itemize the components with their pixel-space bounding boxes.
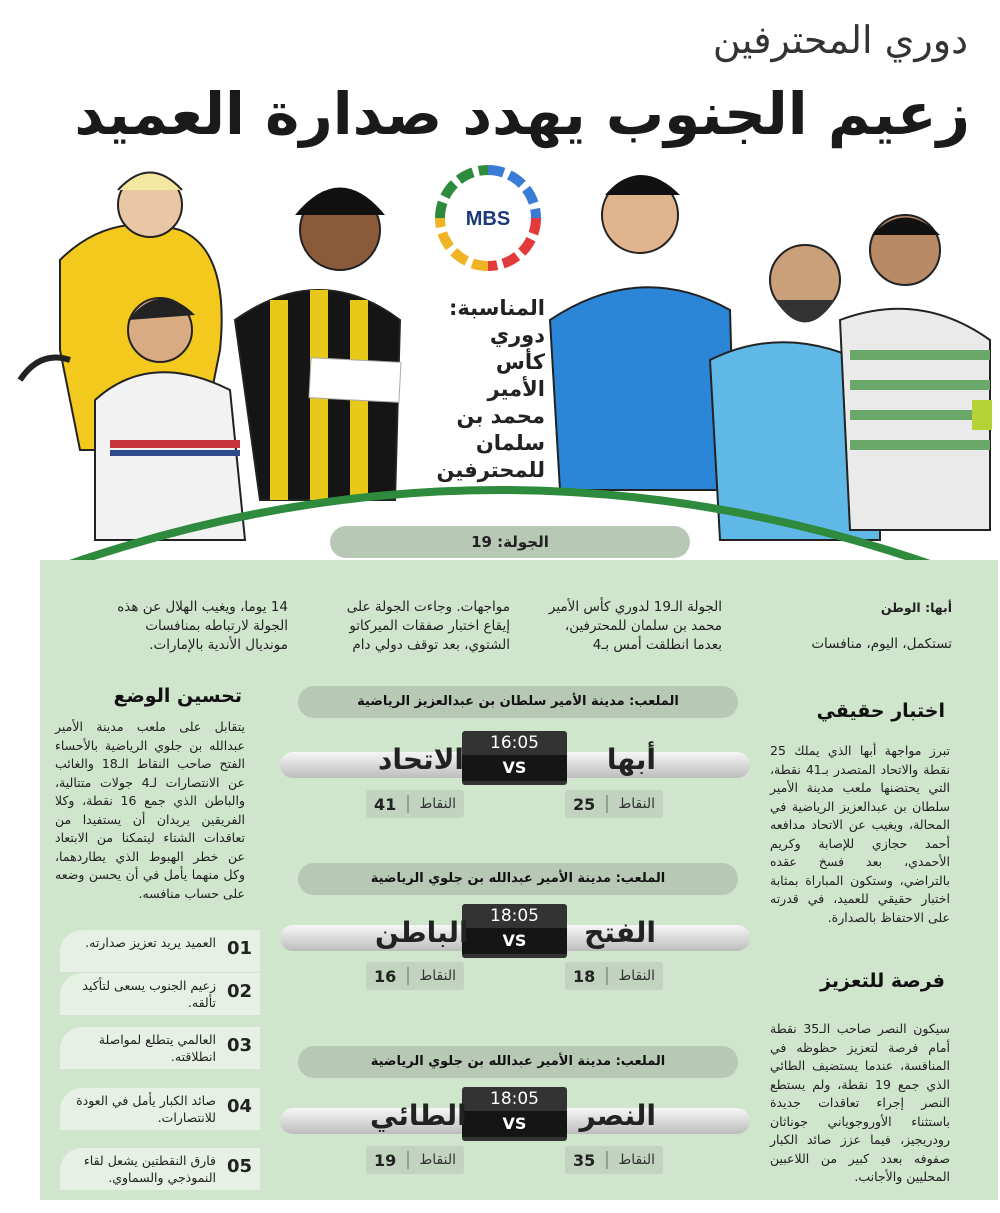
note-number: 05 bbox=[226, 1156, 252, 1177]
player-figure-blue-shirt bbox=[550, 175, 735, 490]
note-text: فارق النقطتين يشعل لقاء النموذجي والسماوي. bbox=[83, 1153, 216, 1185]
note-number: 03 bbox=[226, 1035, 252, 1056]
lead-col-1 bbox=[792, 598, 952, 654]
note-text: العميد يريد تعزيز صدارته. bbox=[85, 935, 216, 950]
mbs-logo-text: MBS bbox=[465, 208, 511, 230]
note-text: العالمي يتطلع لمواصلة انطلاقته. bbox=[98, 1032, 216, 1064]
note-text: زعيم الجنوب يسعى لتأكيد تألقه. bbox=[82, 978, 216, 1010]
points-value: 41 bbox=[374, 794, 397, 814]
round-label: الجولة: 19 bbox=[330, 526, 690, 558]
mbs-logo bbox=[432, 162, 544, 274]
points-label: النقاط bbox=[618, 796, 655, 812]
note-item bbox=[60, 973, 260, 1015]
match-3-away-team: الطائي bbox=[370, 1099, 467, 1132]
right-paragraph-1: تبرز مواجهة أبها الذي يملك 25 نقطة والاتحاد المتصدر بـ41 نقطة، التي يحتضنها ملعب مدينة الأمير سلطان بن عبدالعزيز الرياضية في المحالة، ويغيب عن الاتحاد مدافعه أحمد حجازي للإصابة وكريم الأحمدي، بعد فسخ عقده بالتراضي، وستكون المباراة بمثابة اختبار حقيقي للعميد، في قدرته على الاحتفاظ بالصدارة. bbox=[770, 743, 950, 925]
match-1-timebox bbox=[462, 731, 567, 785]
match-3-vs: VS bbox=[462, 1111, 567, 1137]
match-3-home-points bbox=[565, 1146, 663, 1174]
match-1-time: 16:05 bbox=[490, 733, 539, 753]
lead-col-3: مواجهات. وجاءت الجولة على إيقاع اختبار صفقات الميركاتو الشتوي، بعد توقف دولي دام bbox=[346, 599, 510, 653]
match-3-away-points bbox=[366, 1146, 464, 1174]
lead-text-1: تستكمل، اليوم، منافسات bbox=[811, 636, 952, 652]
points-label: النقاط bbox=[419, 968, 456, 984]
match-1-home-team: أبها bbox=[606, 743, 656, 776]
match-3-timebox bbox=[462, 1087, 567, 1141]
match-2-home-points bbox=[565, 962, 663, 990]
match-2-home-team: الفتح bbox=[584, 916, 656, 949]
note-item bbox=[60, 1027, 260, 1069]
note-number: 01 bbox=[226, 938, 252, 959]
match-2-away-points bbox=[366, 962, 464, 990]
note-number: 04 bbox=[226, 1096, 252, 1117]
note-item bbox=[60, 1088, 260, 1130]
note-text: صائد الكبار يأمل في العودة للانتصارات. bbox=[76, 1093, 216, 1125]
lead-col-4: 14 يوما، ويغيب الهلال عن هذه الجولة لارتباطه بمنافسات مونديال الأندية بالإمارات. bbox=[117, 599, 288, 653]
player-figure-hoops-shirt bbox=[840, 215, 992, 530]
points-label: النقاط bbox=[618, 1152, 655, 1168]
points-label: النقاط bbox=[618, 968, 655, 984]
points-value: 25 bbox=[573, 794, 596, 814]
points-value: 16 bbox=[374, 966, 397, 986]
match-2-timebox bbox=[462, 904, 567, 958]
lead-col-2: الجولة الـ19 لدوري كأس الأمير محمد بن سلمان للمحترفين، بعدما انطلقت أمس بـ4 bbox=[548, 599, 722, 653]
points-value: 35 bbox=[573, 1150, 596, 1170]
match-3-home-team: النصر bbox=[579, 1099, 656, 1132]
right-paragraph-2: سيكون النصر صاحب الـ35 نقطة أمام فرصة لتعزيز حظوظه في المنافسة، عندما يستضيف الطائي الذي جمع 19 نقطة، ولم يستطع النصر إجراء تعاقدات جديدة باستثناء الأوروجوياني جوناثان رودريجيز، فيما عزز صائد الكبار صفوفه بعدد كبير من اللاعبين المحليين والأجانب. bbox=[770, 1021, 951, 1184]
match-1-away-points bbox=[366, 790, 464, 818]
left-paragraph-1: يتقابل على ملعب مدينة الأمير عبدالله بن جلوي الرياضية بالأحساء الفتح صاحب النقاط الـ18 والغائب عن الانتصارات لـ4 جولات متتالية، والباطن الذي جمع 16 نقطة، وكلا الفريقين يريدان أن يستفيدا من تعاقدات الشتاء ليتمكنا من الابتعاد عن خطر الهبوط الذي يطاردهما، وكل منهما يأمل في أن يحسن وضعه على حساب منافسه. bbox=[55, 719, 246, 901]
section-kicker: دوري المحترفين bbox=[712, 18, 968, 62]
match-1-vs: VS bbox=[462, 755, 567, 781]
right-heading-1: اختبار حقيقي bbox=[816, 700, 945, 722]
note-item bbox=[60, 930, 260, 972]
match-1-home-points bbox=[565, 790, 663, 818]
points-value: 19 bbox=[374, 1150, 397, 1170]
points-label: النقاط bbox=[419, 1152, 456, 1168]
left-heading-1: تحسين الوضع bbox=[113, 685, 242, 707]
match-3-time: 18:05 bbox=[490, 1089, 539, 1109]
player-figure-striped-shirt bbox=[235, 188, 401, 501]
match-2-venue: الملعب: مدينة الأمير عبدالله بن جلوي الرياضية bbox=[298, 863, 738, 895]
match-3-venue: الملعب: مدينة الأمير عبدالله بن جلوي الرياضية bbox=[298, 1046, 738, 1078]
points-value: 18 bbox=[573, 966, 596, 986]
note-number: 02 bbox=[226, 981, 252, 1002]
match-1-venue: الملعب: مدينة الأمير سلطان بن عبدالعزيز الرياضية bbox=[298, 686, 738, 718]
match-1-away-team: الاتحاد bbox=[378, 743, 465, 776]
occasion-text: المناسبة: دوري كأس الأمير محمد بن سلمان للمحترفين bbox=[436, 296, 545, 482]
match-2-vs: VS bbox=[462, 928, 567, 954]
right-heading-2: فرصة للتعزيز bbox=[820, 970, 945, 992]
page-title: زعيم الجنوب يهدد صدارة العميد bbox=[74, 80, 970, 148]
points-label: النقاط bbox=[419, 796, 456, 812]
match-2-time: 18:05 bbox=[490, 906, 539, 926]
lead-byline: أبها: الوطن bbox=[880, 600, 952, 615]
note-item bbox=[60, 1148, 260, 1190]
match-2-away-team: الباطن bbox=[375, 916, 469, 949]
